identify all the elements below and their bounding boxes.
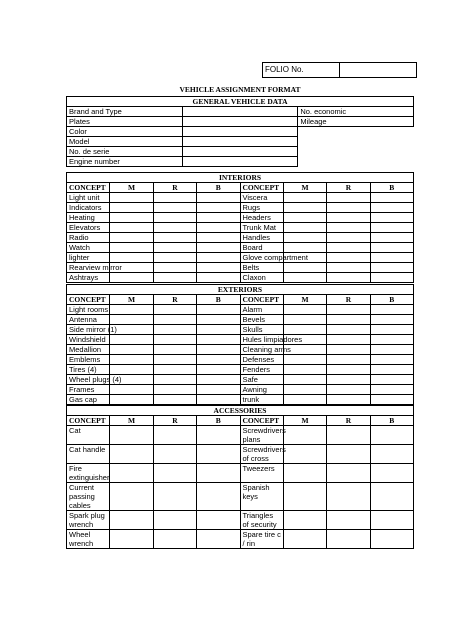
rating-checkbox-cell[interactable] [153,345,196,355]
general-blank-cell [298,127,414,137]
rating-checkbox-cell[interactable] [110,223,153,233]
rating-checkbox-cell[interactable] [110,365,153,375]
rating-checkbox-cell[interactable] [153,355,196,365]
r-header: R [327,416,370,426]
rating-checkbox-cell[interactable] [283,426,326,445]
item-label: Headers [240,213,283,223]
rating-checkbox-cell[interactable] [370,315,413,325]
r-header: R [153,183,196,193]
rating-checkbox-cell[interactable] [370,375,413,385]
rating-checkbox-cell[interactable] [197,263,240,273]
item-label: Tweezers [240,464,283,483]
item-row [67,305,414,315]
general-field-label-left: Engine number [67,157,183,167]
rating-checkbox-cell[interactable] [370,345,413,355]
rating-checkbox-cell[interactable] [283,365,326,375]
item-label: Antenna [67,315,110,325]
rating-checkbox-cell[interactable] [327,355,370,365]
general-field-label-left: No. de serie [67,147,183,157]
item-label: Defenses [240,355,283,365]
concept-header: CONCEPT [67,183,110,193]
rating-checkbox-cell[interactable] [327,253,370,263]
item-row [67,375,414,385]
general-data-row [67,157,414,167]
rating-checkbox-cell[interactable] [370,233,413,243]
rating-checkbox-cell[interactable] [110,243,153,253]
item-label: Light rooms [67,305,110,315]
general-field-label-right: No. economic [298,107,414,117]
rating-checkbox-cell[interactable] [110,193,153,203]
item-label: lighter [67,253,110,263]
general-data-row [67,117,414,127]
rating-checkbox-cell[interactable] [197,335,240,345]
rating-checkbox-cell[interactable] [153,385,196,395]
m-header: M [110,183,153,193]
r-header: R [153,416,196,426]
rating-checkbox-cell[interactable] [283,385,326,395]
item-label: Rearview mirror [67,263,110,273]
rating-checkbox-cell[interactable] [370,426,413,445]
item-row [67,263,414,273]
rating-checkbox-cell[interactable] [327,445,370,464]
b-header: B [197,416,240,426]
page-title: VEHICLE ASSIGNMENT FORMAT [179,85,301,94]
general-data-row [67,147,414,157]
rating-checkbox-cell[interactable] [110,355,153,365]
item-label: Heating [67,213,110,223]
rating-checkbox-cell[interactable] [327,426,370,445]
rating-checkbox-cell[interactable] [153,365,196,375]
rating-checkbox-cell[interactable] [370,243,413,253]
rating-checkbox-cell[interactable] [197,345,240,355]
item-row [67,355,414,365]
r-header: R [327,295,370,305]
m-header: M [110,295,153,305]
rating-checkbox-cell[interactable] [110,511,153,530]
general-data-heading: GENERAL VEHICLE DATA [67,97,414,107]
rating-checkbox-cell[interactable] [283,315,326,325]
rating-checkbox-cell[interactable] [153,483,196,511]
item-label: Trunk Mat [240,223,283,233]
item-row [67,464,414,483]
rating-checkbox-cell[interactable] [327,305,370,315]
item-row [67,395,414,405]
rating-checkbox-cell[interactable] [197,375,240,385]
general-field-label-left: Brand and Type [67,107,183,117]
rating-checkbox-cell[interactable] [110,273,153,283]
item-label: Triangles of security [240,511,283,530]
item-label: Elevators [67,223,110,233]
rating-checkbox-cell[interactable] [153,395,196,405]
rating-checkbox-cell[interactable] [370,445,413,464]
column-header-row [67,416,414,426]
item-label: Spare tire c / rin [240,530,283,549]
rating-checkbox-cell[interactable] [153,253,196,263]
rating-checkbox-cell[interactable] [370,355,413,365]
item-label: Side mirror (1) [67,325,110,335]
rating-checkbox-cell[interactable] [327,464,370,483]
item-row [67,426,414,445]
rating-checkbox-cell[interactable] [370,483,413,511]
exteriors-heading: EXTERIORS [67,285,414,295]
item-label: Fenders [240,365,283,375]
rating-checkbox-cell[interactable] [327,483,370,511]
rating-checkbox-cell[interactable] [153,464,196,483]
item-label: Viscera [240,193,283,203]
m-header: M [283,295,326,305]
b-header: B [370,183,413,193]
general-field-label-left: Model [67,137,183,147]
rating-checkbox-cell[interactable] [197,325,240,335]
item-label: Frames [67,385,110,395]
item-label: Wheel wrench [67,530,110,549]
rating-checkbox-cell[interactable] [153,325,196,335]
rating-checkbox-cell[interactable] [370,511,413,530]
rating-checkbox-cell[interactable] [153,530,196,549]
rating-checkbox-cell[interactable] [110,426,153,445]
rating-checkbox-cell[interactable] [197,511,240,530]
rating-checkbox-cell[interactable] [370,335,413,345]
rating-checkbox-cell[interactable] [197,530,240,549]
rating-checkbox-cell[interactable] [370,223,413,233]
item-label: trunk [240,395,283,405]
item-label: Screwdrivers plans [240,426,283,445]
m-header: M [283,416,326,426]
item-label: Glove compartment [240,253,283,263]
r-header: R [327,183,370,193]
general-field-value-left[interactable] [182,127,298,137]
rating-checkbox-cell[interactable] [153,511,196,530]
item-row [67,325,414,335]
rating-checkbox-cell[interactable] [327,233,370,243]
concept-header: CONCEPT [67,295,110,305]
rating-checkbox-cell[interactable] [197,253,240,263]
rating-checkbox-cell[interactable] [153,426,196,445]
rating-checkbox-cell[interactable] [283,243,326,253]
rating-checkbox-cell[interactable] [283,263,326,273]
rating-checkbox-cell[interactable] [153,223,196,233]
rating-checkbox-cell[interactable] [370,530,413,549]
rating-checkbox-cell[interactable] [370,263,413,273]
item-label: Ashtrays [67,273,110,283]
rating-checkbox-cell[interactable] [153,445,196,464]
rating-checkbox-cell[interactable] [327,385,370,395]
rating-checkbox-cell[interactable] [110,445,153,464]
rating-checkbox-cell[interactable] [370,273,413,283]
concept-header: CONCEPT [240,295,283,305]
rating-checkbox-cell[interactable] [283,223,326,233]
item-label: Cat [67,426,110,445]
rating-checkbox-cell[interactable] [370,385,413,395]
rating-checkbox-cell[interactable] [370,464,413,483]
rating-checkbox-cell[interactable] [370,253,413,263]
rating-checkbox-cell[interactable] [153,375,196,385]
item-row [67,273,414,283]
rating-checkbox-cell[interactable] [283,233,326,243]
interiors-heading: INTERIORS [67,173,414,183]
rating-checkbox-cell[interactable] [197,233,240,243]
item-label: Screwdrivers of cross [240,445,283,464]
rating-checkbox-cell[interactable] [197,273,240,283]
rating-checkbox-cell[interactable] [370,395,413,405]
rating-checkbox-cell[interactable] [327,273,370,283]
rating-checkbox-cell[interactable] [153,193,196,203]
m-header: M [110,416,153,426]
rating-checkbox-cell[interactable] [327,365,370,375]
column-header-row [67,295,414,305]
item-label: Hules limpiadores [240,335,283,345]
item-row [67,193,414,203]
concept-header: CONCEPT [67,416,110,426]
rating-checkbox-cell[interactable] [283,325,326,335]
rating-checkbox-cell[interactable] [370,193,413,203]
item-label: Skulls [240,325,283,335]
item-label: Bevels [240,315,283,325]
rating-checkbox-cell[interactable] [283,305,326,315]
rating-checkbox-cell[interactable] [370,305,413,315]
general-data-row [67,107,414,117]
rating-checkbox-cell[interactable] [283,530,326,549]
item-row [67,223,414,233]
item-row [67,345,414,355]
folio-box [262,62,417,78]
general-field-value-left[interactable] [182,147,298,157]
rating-checkbox-cell[interactable] [327,325,370,335]
general-data-table [66,96,414,167]
rating-checkbox-cell[interactable] [197,395,240,405]
general-blank-cell [298,137,414,147]
item-label: Board [240,243,283,253]
item-label: Fire extinguisher [67,464,110,483]
rating-checkbox-cell[interactable] [197,193,240,203]
rating-checkbox-cell[interactable] [153,315,196,325]
item-row [67,445,414,464]
rating-checkbox-cell[interactable] [283,445,326,464]
rating-checkbox-cell[interactable] [197,426,240,445]
item-label: Radio [67,233,110,243]
item-row [67,203,414,213]
item-label: Tires (4) [67,365,110,375]
rating-checkbox-cell[interactable] [110,385,153,395]
rating-checkbox-cell[interactable] [110,483,153,511]
rating-checkbox-cell[interactable] [197,365,240,375]
rating-checkbox-cell[interactable] [197,483,240,511]
rating-checkbox-cell[interactable] [153,243,196,253]
rating-checkbox-cell[interactable] [327,345,370,355]
rating-checkbox-cell[interactable] [283,273,326,283]
rating-checkbox-cell[interactable] [110,305,153,315]
rating-checkbox-cell[interactable] [153,273,196,283]
general-blank-cell [298,157,414,167]
rating-checkbox-cell[interactable] [327,203,370,213]
rating-checkbox-cell[interactable] [283,511,326,530]
item-label: Alarm [240,305,283,315]
rating-checkbox-cell[interactable] [370,325,413,335]
rating-checkbox-cell[interactable] [327,530,370,549]
item-row [67,335,414,345]
rating-checkbox-cell[interactable] [110,464,153,483]
rating-checkbox-cell[interactable] [153,263,196,273]
item-label: Handles [240,233,283,243]
concept-header: CONCEPT [240,416,283,426]
rating-checkbox-cell[interactable] [327,243,370,253]
item-label: Awning [240,385,283,395]
rating-checkbox-cell[interactable] [370,365,413,375]
rating-checkbox-cell[interactable] [110,335,153,345]
rating-checkbox-cell[interactable] [197,464,240,483]
general-field-label-right: Mileage [298,117,414,127]
item-row [67,511,414,530]
item-label: Safe [240,375,283,385]
rating-checkbox-cell[interactable] [283,375,326,385]
rating-checkbox-cell[interactable] [110,203,153,213]
rating-checkbox-cell[interactable] [370,203,413,213]
rating-checkbox-cell[interactable] [110,233,153,243]
item-row [67,243,414,253]
column-header-row [67,183,414,193]
concept-header: CONCEPT [240,183,283,193]
rating-checkbox-cell[interactable] [197,305,240,315]
item-row [67,315,414,325]
rating-checkbox-cell[interactable] [153,213,196,223]
m-header: M [283,183,326,193]
item-label: Spark plug wrench [67,511,110,530]
general-field-value-left[interactable] [182,157,298,167]
rating-checkbox-cell[interactable] [327,223,370,233]
item-label: Belts [240,263,283,273]
rating-checkbox-cell[interactable] [327,263,370,273]
item-row [67,385,414,395]
item-row [67,233,414,243]
item-label: Cat handle [67,445,110,464]
rating-checkbox-cell[interactable] [110,345,153,355]
rating-checkbox-cell[interactable] [283,203,326,213]
item-row [67,530,414,549]
rating-checkbox-cell[interactable] [197,203,240,213]
rating-checkbox-cell[interactable] [197,385,240,395]
rating-checkbox-cell[interactable] [197,355,240,365]
rating-checkbox-cell[interactable] [327,193,370,203]
item-label: Emblems [67,355,110,365]
general-field-value-left[interactable] [182,137,298,147]
rating-checkbox-cell[interactable] [283,355,326,365]
folio-label: FOLIO No. [263,63,340,78]
b-header: B [197,295,240,305]
rating-checkbox-cell[interactable] [110,530,153,549]
rating-checkbox-cell[interactable] [197,243,240,253]
rating-checkbox-cell[interactable] [370,213,413,223]
item-label: Spanish keys [240,483,283,511]
item-label: Wheel plugs (4) [67,375,110,385]
r-header: R [153,295,196,305]
rating-checkbox-cell[interactable] [283,213,326,223]
item-row [67,253,414,263]
item-row [67,213,414,223]
rating-checkbox-cell[interactable] [153,305,196,315]
item-label: Rugs [240,203,283,213]
accessories-table [66,405,414,549]
rating-checkbox-cell[interactable] [283,464,326,483]
item-label: Cleaning arms [240,345,283,355]
rating-checkbox-cell[interactable] [110,213,153,223]
rating-checkbox-cell[interactable] [153,233,196,243]
rating-checkbox-cell[interactable] [197,213,240,223]
item-label: Windshield [67,335,110,345]
rating-checkbox-cell[interactable] [327,395,370,405]
b-header: B [370,295,413,305]
rating-checkbox-cell[interactable] [197,445,240,464]
rating-checkbox-cell[interactable] [283,483,326,511]
item-label: Claxon [240,273,283,283]
item-label: Indicators [67,203,110,213]
item-row [67,483,414,511]
b-header: B [197,183,240,193]
general-data-row [67,127,414,137]
rating-checkbox-cell[interactable] [110,395,153,405]
general-blank-cell [298,147,414,157]
rating-checkbox-cell[interactable] [327,315,370,325]
item-row [67,365,414,375]
accessories-heading: ACCESSORIES [67,406,414,416]
exteriors-table [66,284,414,405]
item-label: Gas cap [67,395,110,405]
rating-checkbox-cell[interactable] [327,335,370,345]
b-header: B [370,416,413,426]
interiors-table [66,172,414,283]
rating-checkbox-cell[interactable] [283,193,326,203]
general-field-value-left[interactable] [182,117,298,127]
rating-checkbox-cell[interactable] [197,223,240,233]
rating-checkbox-cell[interactable] [110,315,153,325]
rating-checkbox-cell[interactable] [327,213,370,223]
rating-checkbox-cell[interactable] [327,511,370,530]
folio-value-field[interactable] [340,63,417,78]
general-field-value-left[interactable] [182,107,298,117]
rating-checkbox-cell[interactable] [197,315,240,325]
item-label: Watch [67,243,110,253]
item-label: Medallion [67,345,110,355]
rating-checkbox-cell[interactable] [283,395,326,405]
rating-checkbox-cell[interactable] [153,203,196,213]
item-label: Light unit [67,193,110,203]
general-field-label-left: Color [67,127,183,137]
item-label: Current passing cables [67,483,110,511]
general-field-label-left: Plates [67,117,183,127]
rating-checkbox-cell[interactable] [153,335,196,345]
rating-checkbox-cell[interactable] [327,375,370,385]
rating-checkbox-cell[interactable] [110,253,153,263]
general-data-row [67,137,414,147]
